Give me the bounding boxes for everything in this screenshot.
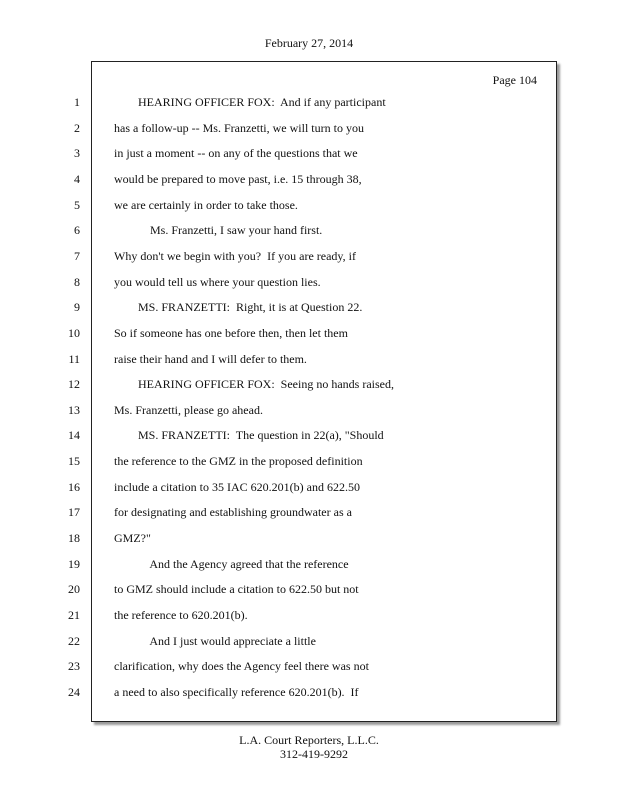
transcript-line: So if someone has one before then, then let them (114, 326, 348, 340)
transcript-line: in just a moment -- on any of the questions that we (114, 146, 358, 160)
line-number: 4 (74, 172, 80, 186)
line-number: 23 (68, 659, 80, 673)
line-number: 19 (68, 557, 80, 571)
transcript-line: Ms. Franzetti, I saw your hand first. (114, 223, 323, 237)
transcript-line: MS. FRANZETTI: The question in 22(a), "Should (114, 428, 384, 442)
line-number: 10 (68, 326, 80, 340)
line-number: 6 (74, 223, 80, 237)
transcript-line: include a citation to 35 IAC 620.201(b) and 622.50 (114, 480, 360, 494)
transcript-line: MS. FRANZETTI: Right, it is at Question 22. (114, 300, 363, 314)
transcript-line: you would tell us where your question lies. (114, 275, 321, 289)
transcript-line: raise their hand and I will defer to them. (114, 352, 307, 366)
transcript-line: a need to also specifically reference 620.201(b). If (114, 685, 359, 699)
transcript-line: to GMZ should include a citation to 622.50 but not (114, 582, 359, 596)
line-number: 8 (74, 275, 80, 289)
line-number: 15 (68, 454, 80, 468)
line-number: 24 (68, 685, 80, 699)
line-number: 3 (74, 146, 80, 160)
transcript-line: Ms. Franzetti, please go ahead. (114, 403, 263, 417)
transcript-line: And the Agency agreed that the reference (114, 557, 349, 571)
transcript-line: for designating and establishing groundwater as a (114, 505, 352, 519)
transcript-line: we are certainly in order to take those. (114, 198, 298, 212)
line-number: 9 (74, 300, 80, 314)
line-number: 21 (68, 608, 80, 622)
line-number: 20 (68, 582, 80, 596)
header-date: February 27, 2014 (264, 36, 354, 50)
line-number: 12 (68, 377, 80, 391)
line-number: 13 (68, 403, 80, 417)
transcript-line: Why don't we begin with you? If you are ready, if (114, 249, 356, 263)
line-number: 18 (68, 531, 80, 545)
line-number: 14 (68, 428, 80, 442)
footer-company: L.A. Court Reporters, L.L.C. (239, 733, 379, 747)
transcript-line: And I just would appreciate a little (114, 634, 316, 648)
page-number: Page 104 (492, 73, 537, 87)
line-number: 2 (74, 121, 80, 135)
line-number: 1 (74, 95, 80, 109)
transcript-line: would be prepared to move past, i.e. 15 through 38, (114, 172, 362, 186)
transcript-line: the reference to 620.201(b). (114, 608, 248, 622)
transcript-line: has a follow-up -- Ms. Franzetti, we will turn to you (114, 121, 364, 135)
line-number: 16 (68, 480, 80, 494)
line-number: 11 (68, 352, 80, 366)
line-number: 5 (74, 198, 80, 212)
line-number: 17 (68, 505, 80, 519)
footer-phone: 312-419-9292 (280, 747, 348, 761)
transcript-line: HEARING OFFICER FOX: Seeing no hands raised, (114, 377, 394, 391)
line-number: 7 (74, 249, 80, 263)
transcript-line: GMZ?" (114, 531, 151, 545)
transcript-line: HEARING OFFICER FOX: And if any participant (114, 95, 386, 109)
transcript-line: clarification, why does the Agency feel there was not (114, 659, 369, 673)
transcript-line: the reference to the GMZ in the proposed definition (114, 454, 363, 468)
line-number: 22 (68, 634, 80, 648)
